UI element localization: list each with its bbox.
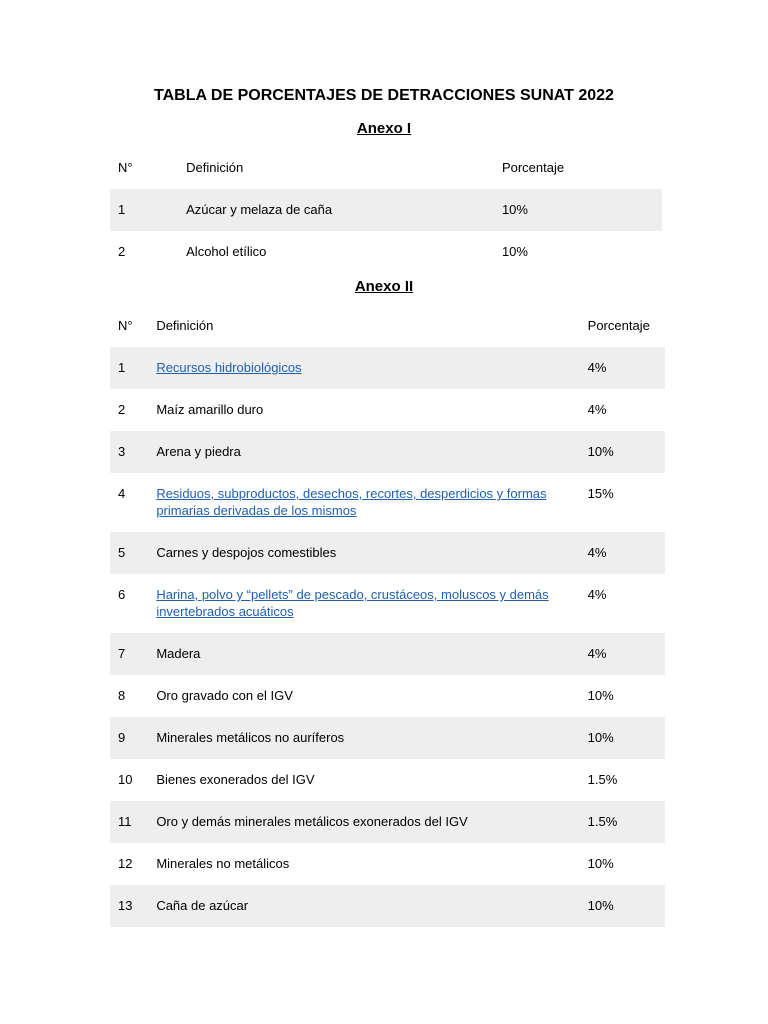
header-percentage: Porcentaje (587, 318, 650, 333)
definition-link[interactable]: Residuos, subproductos, desechos, recortes, desperdicios y formas primarias derivadas de los mismos (156, 486, 547, 518)
table-row (110, 389, 665, 431)
definition-link[interactable]: Recursos hidrobiológicos (156, 360, 302, 375)
row-definition: Arena y piedra (156, 444, 241, 459)
row-number: 9 (118, 730, 126, 745)
table-row (110, 759, 665, 801)
definition-link[interactable]: Harina, polvo y “pellets” de pescado, crustáceos, moluscos y demás invertebrados acuáticos (156, 587, 549, 619)
annex-2-heading: Anexo II (354, 278, 414, 295)
row-percentage: 4% (587, 587, 607, 602)
table-row (110, 675, 665, 717)
row-percentage: 4% (587, 402, 607, 417)
row-number: 10 (118, 772, 133, 787)
row-definition: Azúcar y melaza de caña (186, 202, 333, 217)
annex-1-table (110, 147, 662, 273)
row-number: 11 (118, 814, 132, 829)
table-row (110, 574, 665, 633)
table-row (110, 473, 665, 532)
table-row (110, 801, 665, 843)
row-number: 4 (118, 486, 126, 501)
row-number: 8 (118, 688, 126, 703)
row-definition: Caña de azúcar (156, 898, 249, 913)
table-row (110, 717, 665, 759)
row-percentage: 10% (501, 244, 528, 259)
table-row (110, 231, 662, 273)
row-percentage: 1.5% (587, 814, 618, 829)
header-percentage: Porcentaje (501, 160, 565, 175)
table-header-row (110, 147, 662, 189)
row-definition: Maíz amarillo duro (156, 402, 264, 417)
row-number: 2 (118, 244, 126, 259)
row-number: 2 (118, 402, 126, 417)
table-row (110, 431, 665, 473)
row-definition: Oro gravado con el IGV (156, 688, 293, 703)
row-definition: Minerales metálicos no auríferos (156, 730, 345, 745)
row-definition: Madera (156, 646, 201, 661)
table-row (110, 633, 665, 675)
table-row (110, 532, 665, 574)
row-definition (148, 473, 579, 532)
row-definition: Minerales no metálicos (156, 856, 290, 871)
annex-1-heading: Anexo I (356, 120, 412, 137)
row-definition (148, 574, 579, 633)
row-percentage: 10% (587, 730, 614, 745)
table-row (110, 885, 665, 927)
row-percentage: 1.5% (587, 772, 618, 787)
row-definition: Oro y demás minerales metálicos exonerados del IGV (156, 814, 468, 829)
row-definition: Bienes exonerados del IGV (156, 772, 315, 787)
table-row (110, 347, 665, 389)
row-percentage: 10% (501, 202, 528, 217)
row-definition (148, 347, 579, 389)
row-number: 5 (118, 545, 126, 560)
row-number: 12 (118, 856, 133, 871)
row-number: 13 (118, 898, 133, 913)
header-number: N° (118, 160, 133, 175)
header-definition: Definición (156, 318, 214, 333)
row-percentage: 4% (587, 646, 607, 661)
row-percentage: 10% (587, 856, 614, 871)
header-definition: Definición (186, 160, 244, 175)
row-number: 6 (118, 587, 126, 602)
row-definition: Carnes y despojos comestibles (156, 545, 337, 560)
page-title: TABLA DE PORCENTAJES DE DETRACCIONES SUNAT 2022 (154, 87, 614, 104)
annex-2-table (110, 305, 665, 927)
row-percentage: 4% (587, 360, 607, 375)
row-percentage: 15% (587, 486, 614, 501)
row-number: 7 (118, 646, 126, 661)
row-percentage: 4% (587, 545, 607, 560)
table-header-row (110, 305, 665, 347)
row-number: 1 (118, 202, 126, 217)
row-number: 1 (118, 360, 126, 375)
table-row (110, 843, 665, 885)
table-row (110, 189, 662, 231)
row-definition: Alcohol etílico (186, 244, 267, 259)
header-number: N° (118, 318, 133, 333)
row-percentage: 10% (587, 444, 614, 459)
row-percentage: 10% (587, 688, 614, 703)
row-number: 3 (118, 444, 126, 459)
row-percentage: 10% (587, 898, 614, 913)
